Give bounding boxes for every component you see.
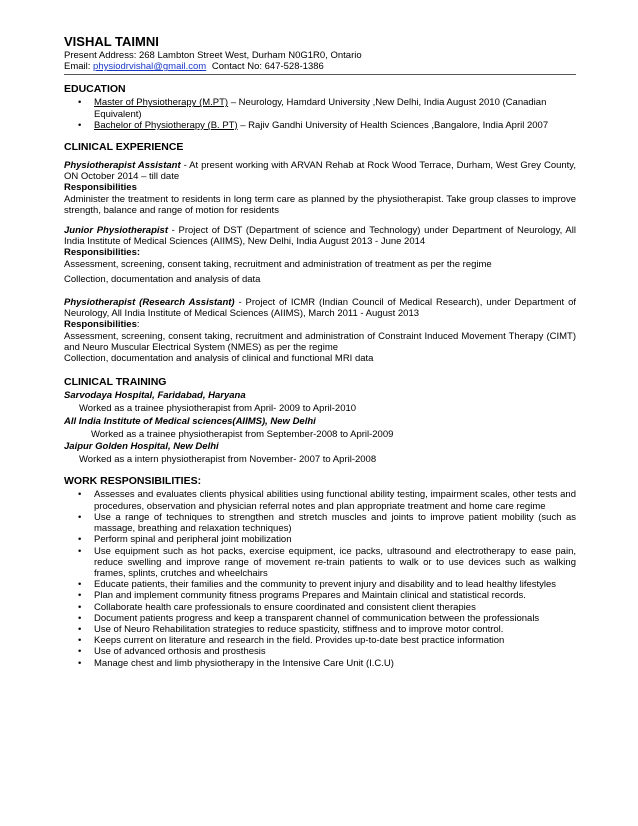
training-detail: Worked as a intern physiotherapist from November- 2007 to April-2008 <box>79 454 377 466</box>
phone-number: Contact No: 647-528-1386 <box>211 61 324 73</box>
job-entry <box>64 160 576 216</box>
list-item: • Perform spinal and peripheral joint mobilization <box>94 534 576 545</box>
responsibilities-text: Collection, documentation and analysis of data <box>64 273 261 285</box>
responsibilities-label: Responsibilities <box>64 182 137 194</box>
responsibilities-label: Responsibilities: <box>64 247 141 259</box>
job-description: - Project of ICMR (Indian Council of Medical Research), under Department of Neurology, All India Institute of Medical Sciences (AIIMS), March 2011 - August 2013 <box>64 297 576 320</box>
list-item: • Keeps current on literature and research in the field. Provides up-to-date best practice information <box>94 635 576 646</box>
training-detail: Worked as a trainee physiotherapist from September-2008 to April-2009 <box>91 428 394 440</box>
job-title: Junior Physiotherapist <box>64 225 168 237</box>
job-description: - At present working with ARVAN Rehab at Rock Wood Terrace, Durham, West Grey County, ON October 2014 – till date <box>64 160 576 183</box>
education-section <box>64 83 576 131</box>
candidate-name: VISHAL TAIMNI <box>64 34 159 49</box>
section-title-education: EDUCATION <box>64 83 126 96</box>
education-item <box>94 97 576 119</box>
responsibilities-label: Responsibilities <box>64 319 137 331</box>
clinical-training-section <box>64 376 576 465</box>
email-label: Email: <box>64 61 91 73</box>
address-line: Present Address: 268 Lambton Street West, Durham N0G1R0, Ontario <box>64 50 362 61</box>
header <box>64 34 576 75</box>
section-title-clinical-training: CLINICAL TRAINING <box>64 376 167 389</box>
list-item: • Use of advanced orthosis and prosthesis <box>94 646 576 657</box>
responsibilities-text: Administer the treatment to residents in long term care as planned by the physiotherapist. Take group classes to improve strength, balance and range of motion for residents <box>64 193 576 216</box>
training-hospital: Sarvodaya Hospital, Faridabad, Haryana <box>64 390 246 402</box>
work-responsibilities-section <box>64 475 576 668</box>
degree-name: Bachelor of Physiotherapy (B. PT) <box>94 119 238 131</box>
education-list <box>64 97 576 131</box>
degree-details: – Rajiv Gandhi University of Health Sciences ,Bangalore, India April 2007 <box>237 119 549 131</box>
email-link[interactable]: physiodrvishal@gmail.com <box>93 61 207 73</box>
job-title: Physiotherapist (Research Assistant) <box>64 297 235 309</box>
list-item: • Use equipment such as hot packs, exercise equipment, ice packs, ultrasound and electrotherapy to ease pain, reduce swelling and improve range of movement re-train patients to walk or to use devices such as walking frames, splints, crutches and wheelchairs <box>94 546 576 580</box>
job-entry: Physiotherapist (Research Assistant) - Project of ICMR (Indian Council of Medical Research), under Department of Neurology, All India Institute of Medical Sciences (AIIMS), March 2011 - August 2013 Responsibilities: Assessment, screening, consent taking, recruitment and administration of Constraint Induced Movement Therapy (CIMT) and Neuro Muscular Electrical System (NMES) as per the regime Collection, documentation and analysis of clinical and functional MRI data <box>64 297 576 365</box>
list-item: • Plan and implement community fitness programs Prepares and Maintain clinical and statistical records. <box>94 590 576 601</box>
header-divider <box>64 74 576 75</box>
section-title-work-responsibilities: WORK RESPONSIBILITIES: <box>64 475 202 488</box>
training-hospital: Jaipur Golden Hospital, New Delhi <box>64 441 219 453</box>
list-item: • Use a range of techniques to strengthen and stretch muscles and joints to improve patient mobility (such as massage, breathing and relaxation techniques) <box>94 512 576 534</box>
degree-name: Master of Physiotherapy (M.PT) <box>94 97 229 109</box>
contact-line <box>64 61 576 72</box>
section-title-clinical-experience: CLINICAL EXPERIENCE <box>64 141 184 154</box>
list-item: • Assesses and evaluates clients physical abilities using functional ability testing, impairment scales, other tests and procedures, observation and physician referral notes and plan appropriate treatment and home care regime <box>94 489 576 511</box>
education-item <box>94 120 576 131</box>
responsibilities-text: Collection, documentation and analysis of clinical and functional MRI data <box>64 353 374 365</box>
list-item: • Document patients progress and keep a transparent channel of communication between the professionals <box>94 613 576 624</box>
job-description: - Project of DST (Department of science and Technology) under Department of Neurology, All India Institute of Medical Sciences (AIIMS), New Delhi, India August 2013 - June 2014 <box>64 225 576 248</box>
responsibilities-text: Assessment, screening, consent taking, recruitment and administration of treatment as per the regime <box>64 258 492 270</box>
list-item: • Educate patients, their families and the community to prevent injury and disability and to lead healthy lifestyles <box>94 579 576 590</box>
list-item: • Use of Neuro Rehabilitation strategies to reduce spasticity, stiffness and to improve motor control. <box>94 624 576 635</box>
job-entry <box>64 225 576 285</box>
clinical-experience-section <box>64 141 576 364</box>
training-detail: Worked as a trainee physiotherapist from April- 2009 to April-2010 <box>79 403 357 415</box>
training-hospital: All India Institute of Medical sciences(AIIMS), New Delhi <box>64 415 316 427</box>
job-title: Physiotherapist Assistant <box>64 160 181 172</box>
resume-page <box>64 34 576 669</box>
work-responsibilities-list <box>64 489 576 668</box>
list-item: • Manage chest and limb physiotherapy in the Intensive Care Unit (I.C.U) <box>94 658 576 669</box>
list-item: • Collaborate health care professionals to ensure coordinated and consistent client therapies <box>94 602 576 613</box>
degree-details: – Neurology, Hamdard University ,New Delhi, India August 2010 (Canadian Equivalent) <box>94 97 547 120</box>
responsibilities-text: Assessment, screening, consent taking, recruitment and administration of Constraint Induced Movement Therapy (CIMT) and Neuro Muscular Electrical System (NMES) as per the regime <box>64 330 576 353</box>
